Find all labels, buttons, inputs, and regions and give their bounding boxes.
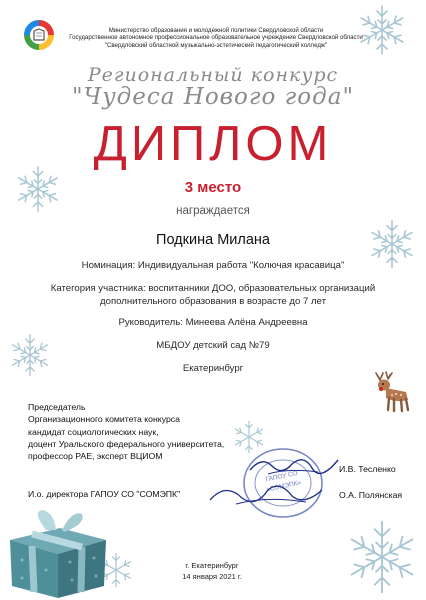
chairman-position: доцент Уральского федерального университета, [28, 438, 225, 449]
svg-text:«СОМЭПК»: «СОМЭПК» [265, 479, 302, 494]
city-line: Екатеринбург [182, 363, 244, 374]
contest-name: "Чудеса Нового года" [71, 84, 355, 110]
recipient-name: Подкина Милана [156, 232, 270, 248]
header-line-institution: Государственное автономное профессиональное образовательное учреждение Свердловской области [69, 34, 363, 42]
chairman-role: Организационного комитета конкурса [28, 414, 180, 425]
director-signature [206, 478, 326, 515]
header-line-college: "Свердловский областной музыкально-эстетический педагогический колледж" [104, 41, 328, 49]
reindeer-icon [372, 370, 416, 421]
snowflake-icon [344, 519, 420, 595]
chairman-affiliation: профессор РАЕ, эксперт ВЦИОМ [28, 451, 163, 462]
organization-header [66, 27, 366, 49]
gift-box-icon [2, 500, 114, 600]
chairman-title: Председатель [28, 402, 86, 412]
header-line-ministry: Министерство образования и молодежной политики Свердловской области [108, 27, 324, 34]
diploma-title: ДИПЛОМ [93, 117, 333, 171]
awarded-label: награждается [176, 205, 250, 217]
chairman-block [28, 401, 258, 462]
supervisor-line: Руководитель: Минеева Алёна Андреевна [118, 317, 308, 328]
snowflake-icon [356, 4, 408, 56]
chairman-degree: кандидат социологических наук, [28, 426, 159, 437]
category-line [40, 283, 386, 308]
chairman-name: И.В. Тесленко [339, 464, 396, 474]
svg-text:ГАПОУ СО: ГАПОУ СО [265, 469, 299, 484]
footer-date: 14 января 2021 г. [182, 572, 242, 581]
director-name: О.А. Полянская [339, 490, 403, 500]
footer-place: г. Екатеринбург [185, 561, 239, 570]
category-line-2: дополнительного образования в возрасте до 7 лет [100, 295, 326, 307]
college-logo-icon [22, 18, 56, 52]
nomination-line: Номинация: Индивидуальная работа "Колючая красавица" [81, 260, 345, 271]
contest-label: Региональный конкурс [87, 64, 339, 86]
place-award: 3 место [184, 179, 242, 196]
institution-line: МБДОУ детский сад №79 [156, 340, 270, 351]
director-title: И.о. директора ГАПОУ СО "СОМЭПК" [28, 489, 181, 499]
category-line-1: Категория участника: воспитанники ДОО, образовательных организаций [50, 283, 376, 294]
